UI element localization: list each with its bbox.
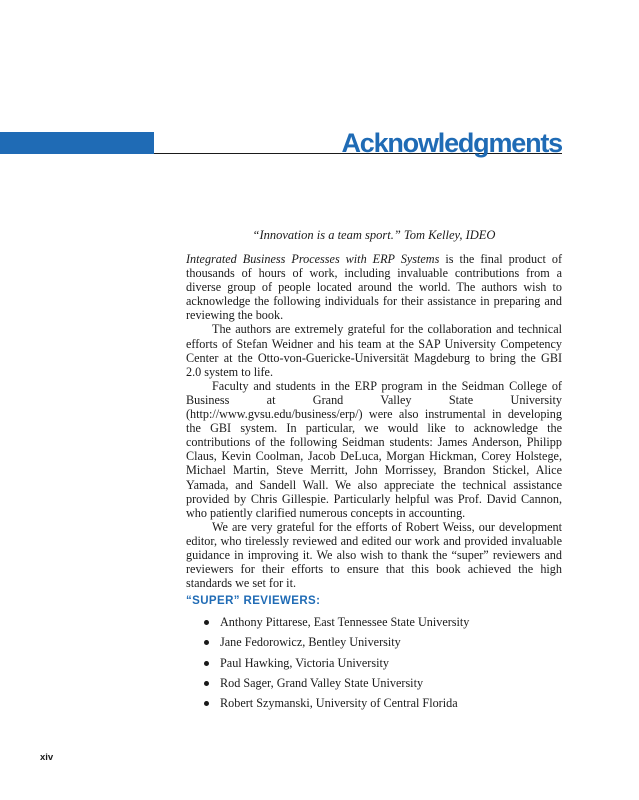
header-accent-bar <box>0 132 154 154</box>
super-reviewers-list <box>204 614 584 715</box>
list-item: Jane Fedorowicz, Bentley University <box>204 634 584 654</box>
paragraph-3: Faculty and students in the ERP program in the Seidman College of Business at Grand Valley State University (http://www.gvsu.edu/business/erp/) were also instrumental in developing the GBI system. In particular, we would like to acknowledge the contributions of the following Seidman students: James Anderson, Philipp Claus, Kevin Coolman, Jacob DeLuca, Morgan Hickman, Corey Holstege, Michael Martin, Steve Merritt, John Morrissey, Brandon Stickel, Alice Yamada, and Sandell Wall. We also appreciate the technical assistance provided by Chris Gillespie. Particularly helpful was Prof. David Cannon, who patiently clarified numerous concepts in accounting. <box>186 378 562 520</box>
list-item: Rod Sager, Grand Valley State University <box>204 675 584 695</box>
paragraph-1 <box>186 252 562 322</box>
epigraph-quote: “Innovation is a team sport.” Tom Kelley, IDEO <box>252 228 496 242</box>
page-title: Acknowledgments <box>341 128 562 158</box>
paragraph-2: The authors are extremely grateful for the collaboration and technical efforts of Stefan Weidner and his team at the SAP University Competency Center at the Otto-von-Guericke-Universität Magdeburg to bring the GBI 2.0 system to life. <box>186 322 562 379</box>
list-item: Robert Szymanski, University of Central Florida <box>204 695 584 715</box>
page-number: xiv <box>40 752 54 763</box>
list-item: Paul Hawking, Victoria University <box>204 655 584 675</box>
paragraph-4: We are very grateful for the efforts of Robert Weiss, our development editor, who tirelessly reviewed and edited our work and provided invaluable guidance in improving it. We also wish to thank the “super” reviewers and reviewers for their efforts to ensure that this book achieved the high standards we set for it. <box>186 519 562 591</box>
acknowledgments-body <box>186 252 562 590</box>
book-title: Integrated Business Processes with ERP Systems <box>186 252 440 266</box>
paragraph-1-text: is the final product of thousands of hours of work, including invaluable contributions from a diverse group of people located around the world. The authors wish to acknowledge the following individuals for their assistance in preparing and reviewing the book. <box>186 252 563 323</box>
list-item: Anthony Pittarese, East Tennessee State University <box>204 614 584 634</box>
super-reviewers-heading: “SUPER” REVIEWERS: <box>186 595 321 607</box>
